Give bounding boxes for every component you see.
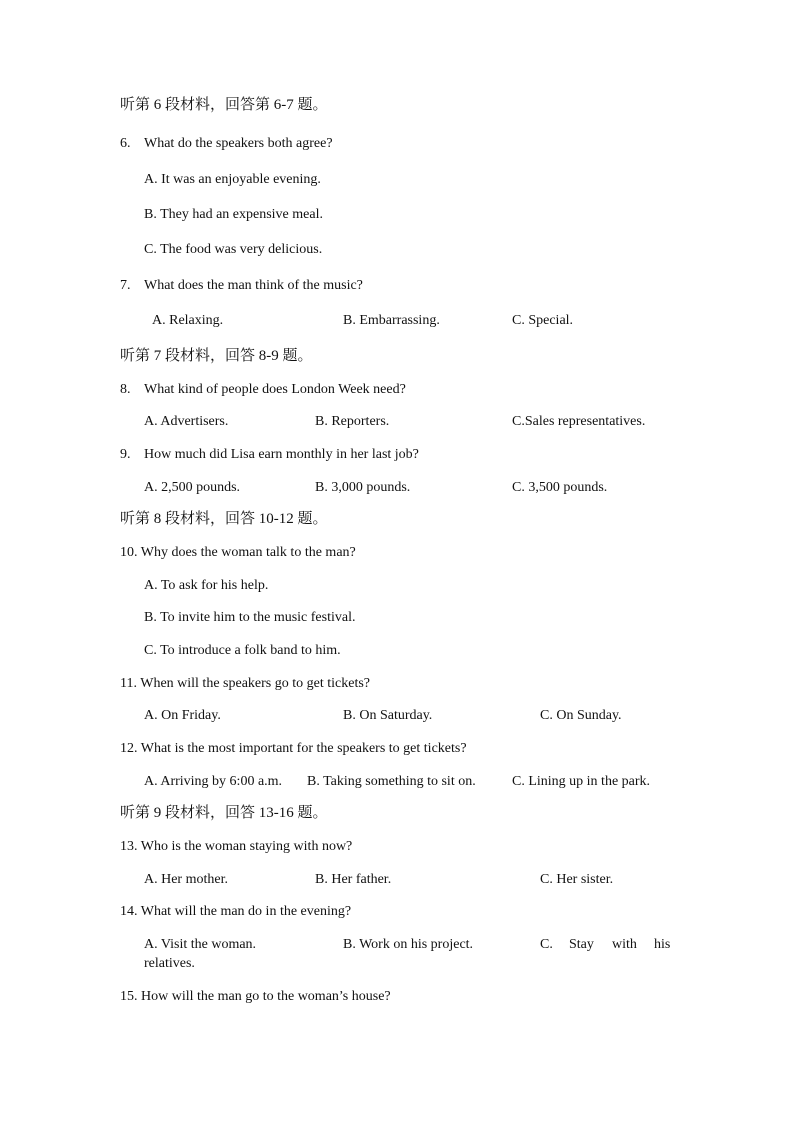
question-14-option-b: B. Work on his project. xyxy=(343,937,474,952)
question-8-number: 8. xyxy=(120,382,131,397)
question-8-option-c: C.Sales representatives. xyxy=(512,414,646,429)
question-7-number: 7. xyxy=(120,278,131,293)
question-9-number: 9. xyxy=(120,447,131,462)
question-9-option-b: B. 3,000 pounds. xyxy=(315,480,411,495)
question-7-option-b: B. Embarrassing. xyxy=(343,313,440,328)
question-12-option-b: B. Taking something to sit on. xyxy=(307,774,476,789)
section-7-heading: 听第 7 段材料，回答 8-9 题。 xyxy=(120,348,313,364)
section-8-heading: 听第 8 段材料，回答 10-12 题。 xyxy=(120,511,328,527)
question-6-option-a: A. It was an enjoyable evening. xyxy=(144,172,321,187)
question-12-option-c: C. Lining up in the park. xyxy=(512,774,651,789)
question-6-option-c: C. The food was very delicious. xyxy=(144,242,323,257)
question-13-option-a: A. Her mother. xyxy=(144,872,228,887)
question-6-number: 6. xyxy=(120,136,131,151)
question-10-option-a: A. To ask for his help. xyxy=(144,578,269,593)
question-14-option-c-word-2: with xyxy=(612,937,637,952)
question-7-option-a: A. Relaxing. xyxy=(152,313,224,328)
question-14-option-c-word-1: Stay xyxy=(569,937,594,952)
question-11-option-a: A. On Friday. xyxy=(144,708,221,723)
question-6-option-b: B. They had an expensive meal. xyxy=(144,207,323,222)
question-6-text: What do the speakers both agree? xyxy=(144,136,333,151)
question-13-text: 13. Who is the woman staying with now? xyxy=(120,839,353,854)
question-13-option-b: B. Her father. xyxy=(315,872,392,887)
question-15-text: 15. How will the man go to the woman’s house? xyxy=(120,989,391,1004)
question-7-text: What does the man think of the music? xyxy=(144,278,363,293)
question-9-text: How much did Lisa earn monthly in her last job? xyxy=(144,447,419,462)
question-14-option-a: A. Visit the woman. xyxy=(144,937,257,952)
section-9-heading: 听第 9 段材料，回答 13-16 题。 xyxy=(120,805,328,821)
question-10-text: 10. Why does the woman talk to the man? xyxy=(120,545,356,560)
question-9-option-a: A. 2,500 pounds. xyxy=(144,480,241,495)
question-7-option-c: C. Special. xyxy=(512,313,574,328)
question-12-option-a: A. Arriving by 6:00 a.m. xyxy=(144,774,283,789)
question-9-option-c: C. 3,500 pounds. xyxy=(512,480,608,495)
section-6-heading: 听第 6 段材料，回答第 6-7 题。 xyxy=(120,97,328,113)
question-13-option-c: C. Her sister. xyxy=(540,872,614,887)
question-14-option-c-word-3: his xyxy=(654,937,671,952)
question-8-option-b: B. Reporters. xyxy=(315,414,390,429)
question-12-text: 12. What is the most important for the speakers to get tickets? xyxy=(120,741,467,756)
question-10-option-c: C. To introduce a folk band to him. xyxy=(144,643,341,658)
question-14-option-c-letter: C. xyxy=(540,937,553,952)
question-14-text: 14. What will the man do in the evening? xyxy=(120,904,352,919)
question-11-text: 11. When will the speakers go to get tickets? xyxy=(120,676,370,691)
question-14-option-c-continued: relatives. xyxy=(144,956,195,971)
question-8-option-a: A. Advertisers. xyxy=(144,414,229,429)
question-11-option-b: B. On Saturday. xyxy=(343,708,433,723)
question-10-option-b: B. To invite him to the music festival. xyxy=(144,610,356,625)
question-11-option-c: C. On Sunday. xyxy=(540,708,622,723)
question-8-text: What kind of people does London Week need? xyxy=(144,382,406,397)
